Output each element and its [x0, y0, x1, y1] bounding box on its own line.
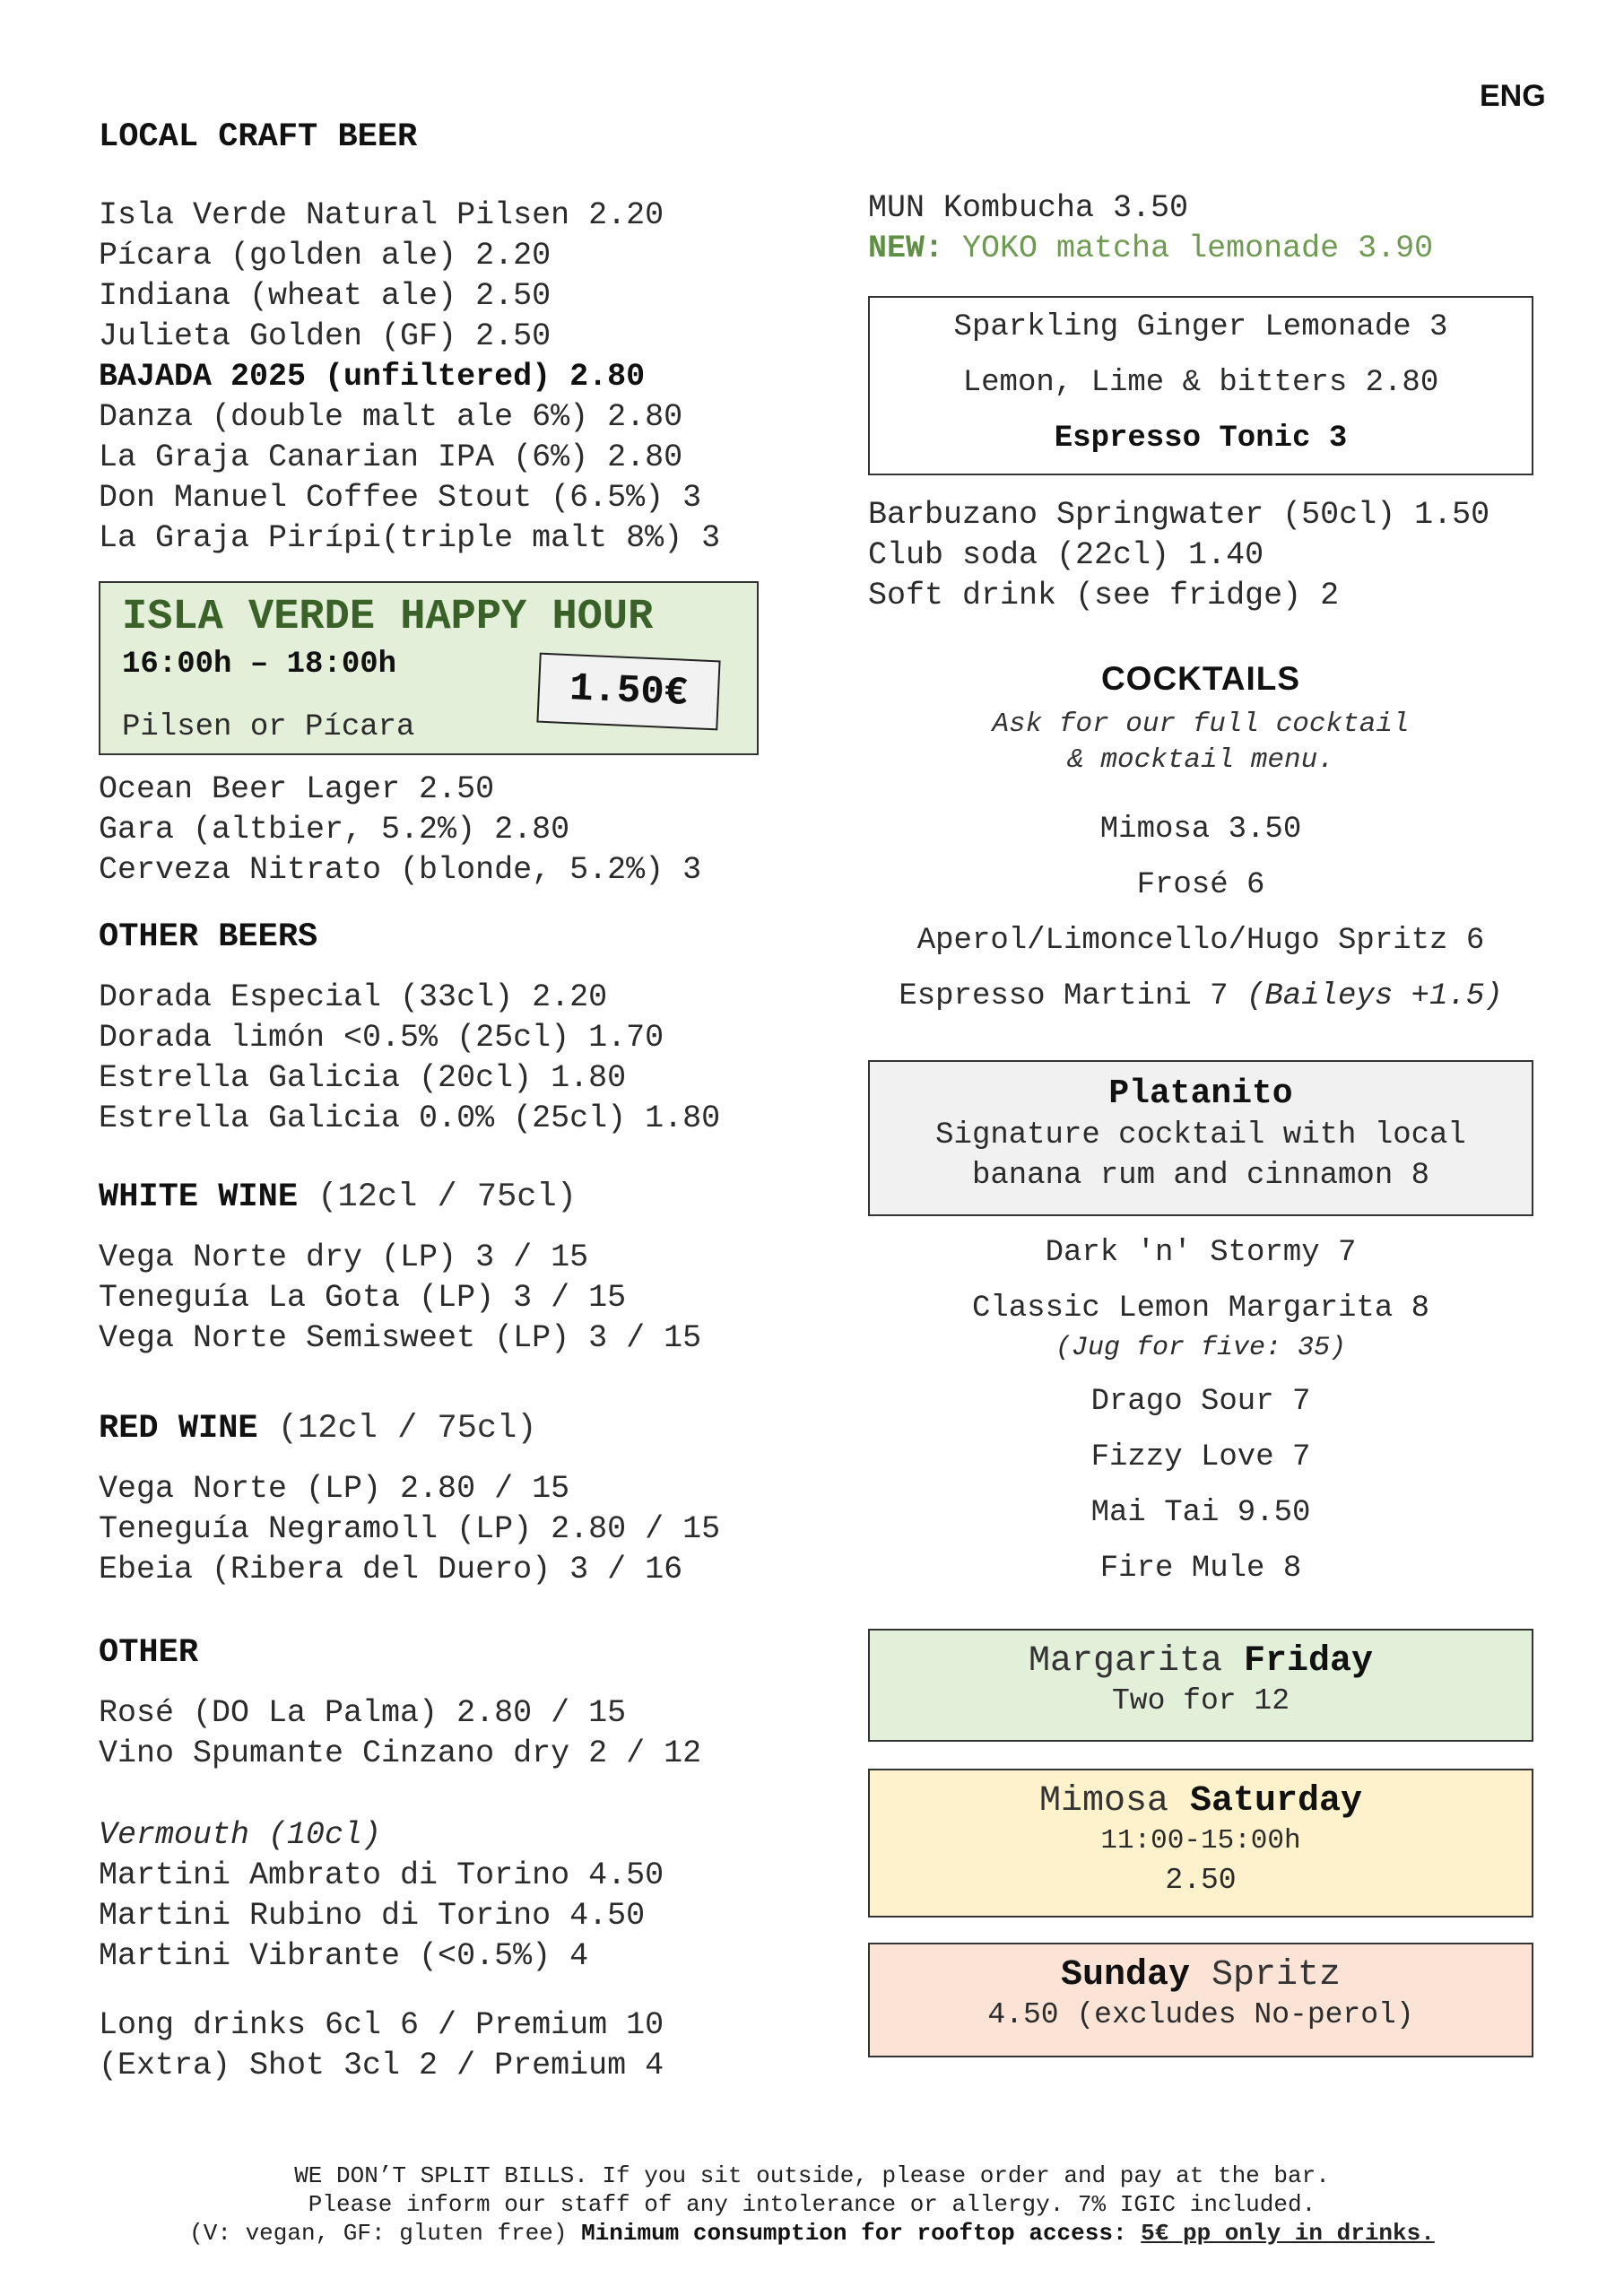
cocktail-item: Fire Mule 8: [1099, 1552, 1302, 1586]
list-item: Soft drink (see fridge) 2: [868, 578, 1340, 613]
happy-hour-price-tag: 1.50€: [536, 653, 720, 731]
cocktails-subtitle: [868, 707, 1533, 778]
craft-beer-list-2: [99, 770, 780, 891]
happy-hour-box: [99, 581, 759, 755]
cocktail-note-jug: (Jug for five: 35): [1055, 1333, 1347, 1363]
cocktail-name: Espresso Martini 7: [899, 979, 1229, 1013]
promo-time: 11:00-15:00h: [1100, 1825, 1301, 1857]
promo-day: Friday: [1244, 1641, 1374, 1682]
white-wine-title: [99, 1178, 780, 1216]
cocktail-item-espresso-martini: [868, 979, 1533, 1013]
red-wine-label: RED WINE: [99, 1410, 258, 1448]
other-title: OTHER: [99, 1634, 199, 1672]
list-item: Don Manuel Coffee Stout (6.5%) 3: [99, 480, 702, 516]
red-wine-list: [99, 1469, 780, 1590]
list-item-featured: Espresso Tonic 3: [1054, 422, 1348, 456]
list-item: (Extra) Shot 3cl 2 / Premium 4: [99, 2048, 664, 2083]
list-item: Rosé (DO La Palma) 2.80 / 15: [99, 1695, 627, 1731]
footer-line-3: [0, 2219, 1624, 2248]
vermouth-label: Vermouth (10cl): [99, 1817, 382, 1853]
red-wine-sizes: (12cl / 75cl): [277, 1410, 537, 1448]
list-item: Gara (altbier, 5.2%) 2.80: [99, 812, 570, 848]
promo-price: 2.50: [1165, 1864, 1237, 1897]
list-item: Estrella Galicia (20cl) 1.80: [99, 1060, 627, 1096]
list-item-featured: BAJADA 2025 (unfiltered) 2.80: [99, 359, 646, 395]
list-item: Estrella Galicia 0.0% (25cl) 1.80: [99, 1100, 721, 1136]
list-item: Pícara (golden ale) 2.20: [99, 238, 551, 274]
cocktail-item: Frosé 6: [1136, 868, 1265, 902]
list-item: Long drinks 6cl 6 / Premium 10: [99, 2007, 664, 2043]
list-item: Sparkling Ginger Lemonade 3: [953, 310, 1448, 344]
platanito-desc-line-2: banana rum and cinnamon 8: [971, 1159, 1430, 1193]
happy-hour-title: ISLA VERDE HAPPY HOUR: [122, 594, 654, 641]
promo-name: Mimosa: [1038, 1781, 1168, 1822]
footer-legend: (V: vegan, GF: gluten free): [189, 2220, 568, 2247]
cocktails-title: COCKTAILS: [1100, 660, 1301, 697]
promo-desc: Two for 12: [1111, 1684, 1290, 1718]
promo-title: [870, 1955, 1532, 1996]
new-badge: NEW:: [868, 230, 944, 266]
cocktail-item: Mimosa 3.50: [1099, 813, 1302, 847]
cocktail-item: Aperol/Limoncello/Hugo Spritz 6: [916, 924, 1485, 958]
list-item: Dorada Especial (33cl) 2.20: [99, 979, 608, 1015]
list-item: Vega Norte (LP) 2.80 / 15: [99, 1471, 570, 1507]
vermouth-list: [99, 1815, 780, 1977]
list-item: Indiana (wheat ale) 2.50: [99, 278, 551, 314]
footer-rooftop-minimum: 5€ pp only in drinks.: [1141, 2220, 1435, 2247]
new-item-name: YOKO matcha lemonade 3.90: [962, 230, 1434, 266]
list-item: Martini Rubino di Torino 4.50: [99, 1898, 646, 1934]
lemonade-box: [868, 296, 1533, 475]
cocktails-subtitle-line-1: Ask for our full cocktail: [992, 709, 1410, 740]
list-item: La Graja Canarian IPA (6%) 2.80: [99, 439, 683, 475]
promo-day: Sunday: [1060, 1955, 1190, 1996]
list-item: Barbuzano Springwater (50cl) 1.50: [868, 497, 1490, 533]
other-beers-list: [99, 978, 780, 1139]
footer-rooftop-notice: Minimum consumption for rooftop access:: [581, 2220, 1127, 2247]
list-item: Cerveza Nitrato (blonde, 5.2%) 3: [99, 852, 702, 888]
promo-day: Saturday: [1190, 1781, 1363, 1822]
happy-hour-time: 16:00h – 18:00h: [122, 648, 397, 682]
list-item: Vino Spumante Cinzano dry 2 / 12: [99, 1735, 702, 1771]
list-item: Lemon, Lime & bitters 2.80: [962, 366, 1439, 400]
other-list: [99, 1693, 780, 1774]
list-item: La Graja Pirípi(triple malt 8%) 3: [99, 520, 721, 556]
sunday-spritz-box: [868, 1943, 1533, 2057]
platanito-title: Platanito: [1108, 1074, 1293, 1113]
white-wine-label: WHITE WINE: [99, 1178, 299, 1216]
cocktail-item: Fizzy Love 7: [1090, 1440, 1311, 1474]
white-wine-sizes: (12cl / 75cl): [317, 1178, 577, 1216]
list-item: Martini Ambrato di Torino 4.50: [99, 1857, 664, 1893]
list-item: Danza (double malt ale 6%) 2.80: [99, 399, 683, 435]
platanito-desc-line-1: Signature cocktail with local: [935, 1118, 1466, 1152]
list-item: Vega Norte Semisweet (LP) 3 / 15: [99, 1320, 702, 1356]
soft-drinks-top: [868, 188, 1433, 269]
local-craft-beer-title: LOCAL CRAFT BEER: [99, 118, 418, 156]
cocktail-note: (Baileys +1.5): [1246, 979, 1503, 1013]
cocktail-item: Mai Tai 9.50: [1090, 1496, 1311, 1530]
footer-line-1: WE DON’T SPLIT BILLS. If you sit outside, please order and pay at the bar.: [294, 2162, 1330, 2189]
other-beers-title: OTHER BEERS: [99, 918, 318, 956]
white-wine-list: [99, 1238, 780, 1359]
list-item: Teneguía La Gota (LP) 3 / 15: [99, 1280, 627, 1316]
list-item: Club soda (22cl) 1.40: [868, 537, 1264, 573]
promo-name: Margarita: [1028, 1641, 1222, 1682]
cocktail-item: Drago Sour 7: [1090, 1385, 1311, 1419]
footer-line-2: Please inform our staff of any intolerance or allergy. 7% IGIC included.: [308, 2191, 1316, 2218]
cocktails-subtitle-line-2: & mocktail menu.: [1067, 744, 1334, 776]
craft-beer-list: [99, 196, 780, 559]
soft-drinks-list: [868, 495, 1489, 616]
platanito-description: [870, 1116, 1532, 1196]
new-item-line: [868, 229, 1433, 269]
list-item: MUN Kombucha 3.50: [868, 190, 1189, 226]
list-item: Martini Vibrante (<0.5%) 4: [99, 1938, 589, 1974]
margarita-friday-box: [868, 1629, 1533, 1742]
list-item: Vega Norte dry (LP) 3 / 15: [99, 1239, 589, 1275]
mimosa-saturday-box: [868, 1769, 1533, 1918]
happy-hour-items: Pilsen or Pícara: [122, 710, 415, 744]
language-label: ENG: [1480, 79, 1546, 113]
list-item: Ebeia (Ribera del Duero) 3 / 16: [99, 1552, 683, 1587]
red-wine-title: [99, 1410, 780, 1448]
platanito-box: [868, 1060, 1533, 1216]
promo-title: [870, 1641, 1532, 1682]
cocktail-item: Classic Lemon Margarita 8: [971, 1292, 1430, 1326]
list-item: Julieta Golden (GF) 2.50: [99, 318, 551, 354]
list-item: Dorada limón <0.5% (25cl) 1.70: [99, 1020, 664, 1056]
promo-title: [870, 1781, 1532, 1822]
list-item: Teneguía Negramoll (LP) 2.80 / 15: [99, 1511, 721, 1547]
list-item: Ocean Beer Lager 2.50: [99, 771, 495, 807]
cocktail-item: Dark 'n' Stormy 7: [1045, 1236, 1357, 1270]
promo-name: Spritz: [1211, 1955, 1342, 1996]
list-item: Isla Verde Natural Pilsen 2.20: [99, 197, 664, 233]
long-drinks-list: [99, 2005, 780, 2086]
promo-desc: 4.50 (excludes No-perol): [987, 1998, 1414, 2031]
